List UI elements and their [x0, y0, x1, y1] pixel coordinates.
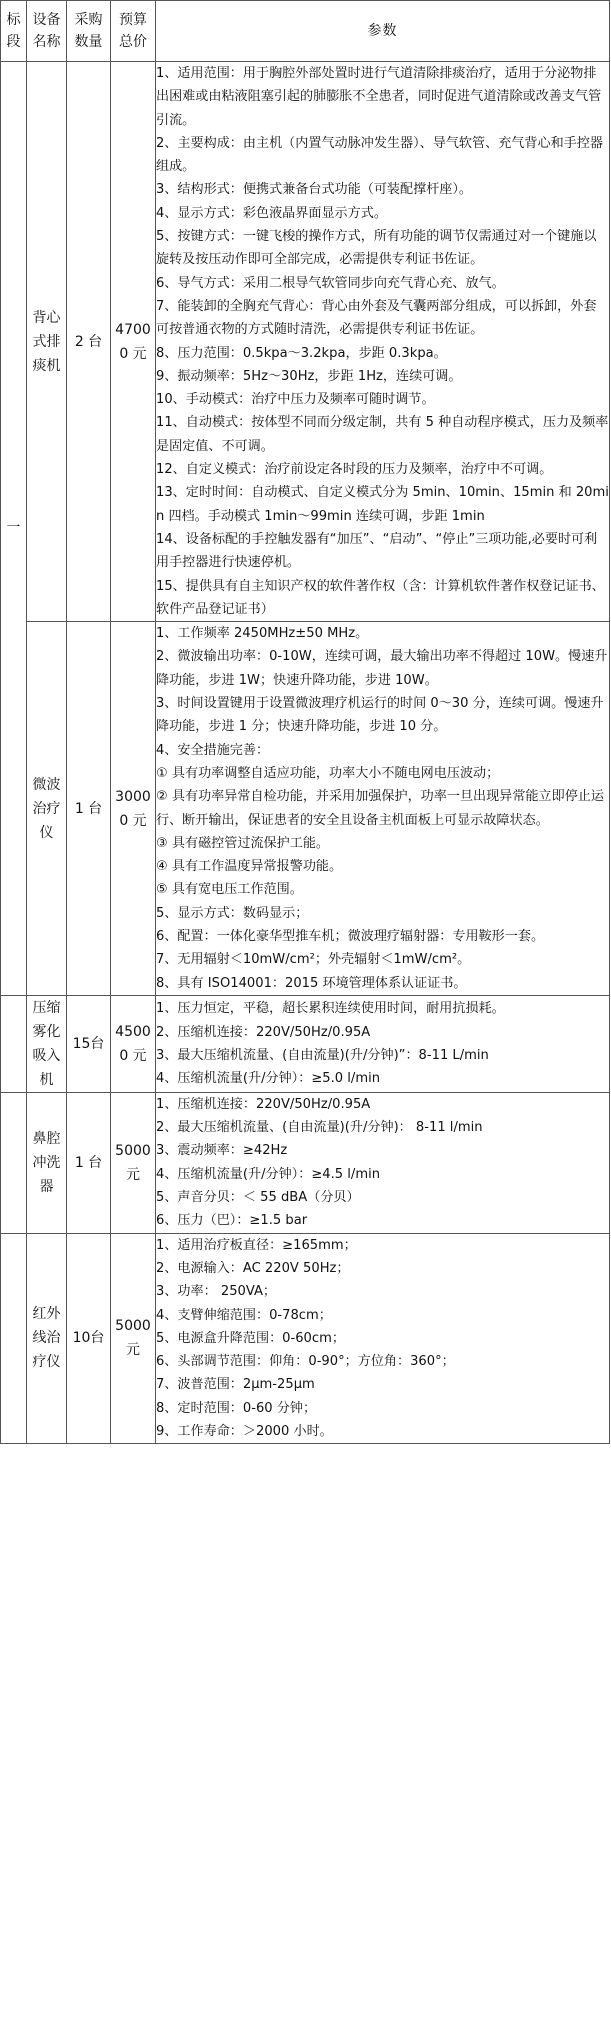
- device-name-cell: 微波 治疗 仪: [27, 622, 67, 996]
- param-line: ① 具有功率调整自适应功能，功率大小不随电网电压波动；: [156, 765, 500, 781]
- param-line: 4、安全措施完善：: [156, 742, 270, 758]
- section-cell: 一: [1, 62, 27, 996]
- param-line: 12、自定义模式：治疗前设定各时段的压力及频率，治疗中不可调。: [156, 462, 553, 478]
- param-line: 2、压缩机连接：220V/50Hz/0.95A: [156, 1024, 371, 1040]
- param-line: 4、压缩机流量(升/分钟）：≥5.0 l/min: [156, 1071, 381, 1087]
- section-cell-empty: [1, 995, 27, 1092]
- param-line: 2、电源输入：AC 220V 50Hz；: [156, 1260, 350, 1276]
- header-quantity: 采购 数量: [67, 1, 111, 62]
- param-line: 14、设备标配的手控触发器有“加压”、“启动”、“停止”三项功能,必要时可利用手控器进行快速停机。: [156, 531, 598, 571]
- param-line: 3、最大压缩机流量、(自由流量)(升/分钟)”：8-11 L/min: [156, 1047, 489, 1063]
- params-cell: [156, 1092, 610, 1233]
- param-line: 6、头部调节范围：仰角：0-90°；方位角：360°；: [156, 1354, 455, 1370]
- param-line: ③ 具有磁控管过流保护工能。: [156, 835, 330, 851]
- param-line: 15、提供具有自主知识产权的软件著作权（含：计算机软件著作权登记证书、软件产品登记证书）: [156, 578, 605, 617]
- device-name-cell: 鼻腔 冲洗 器: [27, 1092, 67, 1233]
- param-line: 11、自动模式：按体型不同而分级定制，共有 5 种自动程序模式，压力及频率是固定值、不可调。: [156, 415, 609, 454]
- quantity-cell: 10台: [67, 1233, 111, 1444]
- param-line: 7、波普范围：2μm-25μm: [156, 1377, 315, 1393]
- header-budget: 预算 总价: [111, 1, 156, 62]
- quantity-cell: 1 台: [67, 1092, 111, 1233]
- section-cell-empty: [1, 1092, 27, 1233]
- param-line: 6、导气方式：采用二根导气软管同步向充气背心充、放气。: [156, 275, 505, 291]
- param-line: 10、手动模式：治疗中压力及频率可随时调节。: [156, 392, 435, 408]
- param-line: 4、压缩机流量(升/分钟）：≥4.5 l/min: [156, 1166, 381, 1182]
- param-line: 5、电源盒升降范围：0-60cm；: [156, 1330, 345, 1346]
- param-line: 2、微波输出功率：0-10W，连续可调，最大输出功率不得超过 10W。慢速升降功能，步进 1W；快速升降功能，步进 10W。: [156, 649, 608, 688]
- budget-cell: 4500 0 元: [111, 995, 156, 1092]
- table-row: [1, 622, 610, 996]
- table-row: [1, 62, 610, 622]
- budget-cell: 4700 0 元: [111, 62, 156, 622]
- param-line: 1、压力恒定，平稳，超长累积连续使用时间，耐用抗损耗。: [156, 1001, 505, 1017]
- table-row: [1, 1233, 610, 1444]
- header-params: 参数: [156, 1, 610, 62]
- param-line: 5、按键方式：一键飞梭的操作方式，所有功能的调节仅需通过对一个键施以旋转及按压动作即可全部完成，必需提供专利证书佐证。: [156, 229, 597, 268]
- params-cell: [156, 62, 610, 622]
- budget-cell: 3000 0 元: [111, 622, 156, 996]
- param-line: 2、最大压缩机流量、(自由流量)(升/分钟)： 8-11 l/min: [156, 1120, 483, 1136]
- param-line: 3、震动频率：≥42Hz: [156, 1143, 288, 1159]
- param-line: 1、工作频率 2450MHz±50 MHz。: [156, 626, 369, 642]
- param-line: ⑤ 具有宽电压工作范围。: [156, 882, 303, 898]
- table-row: [1, 995, 610, 1092]
- param-line: 8、压力范围：0.5kpa～3.2kpa，步距 0.3kpa。: [156, 345, 447, 361]
- param-line: 4、显示方式：彩色液晶界面显示方式。: [156, 205, 387, 221]
- param-line: 1、适用范围：用于胸腔外部处置时进行气道清除排痰治疗，适用于分泌物排出困难或由粘液阻塞引起的肺膨胀不全患者，同时促进气道清除或改善支气管引流。: [156, 66, 602, 128]
- quantity-cell: 1 台: [67, 622, 111, 996]
- params-cell: [156, 622, 610, 996]
- param-line: ② 具有功率异常自检功能，并采用加强保护，功率一旦出现异常能立即停止运行、断开输出，保证患者的安全且设备主机面板上可显示故障状态。: [156, 789, 604, 828]
- param-line: 8、定时范围：0-60 分钟；: [156, 1400, 317, 1416]
- quantity-cell: 2 台: [67, 62, 111, 622]
- table-row: [1, 1092, 610, 1233]
- device-name-cell: 背心 式排 痰机: [27, 62, 67, 622]
- param-line: ④ 具有工作温度异常报警功能。: [156, 859, 343, 875]
- param-line: 6、压力（巴）：≥1.5 bar: [156, 1213, 308, 1229]
- param-line: 3、时间设置键用于设置微波理疗机运行的时间 0～30 分，连续可调。慢速升降功能，步进 1 分；快速升降功能，步进 10 分。: [156, 696, 604, 735]
- header-device-name: 设备 名称: [27, 1, 67, 62]
- param-line: 1、压缩机连接：220V/50Hz/0.95A: [156, 1096, 371, 1112]
- budget-cell: 5000 元: [111, 1092, 156, 1233]
- param-line: 3、结构形式：便携式兼备台式功能（可装配撑杆座）。: [156, 182, 473, 198]
- device-name-cell: 压缩 雾化 吸入 机: [27, 995, 67, 1092]
- header-section: 标 段: [1, 1, 27, 62]
- param-line: 9、振动频率：5Hz～30Hz，步距 1Hz，连续可调。: [156, 368, 462, 384]
- param-line: 1、适用治疗板直径：≥165mm；: [156, 1237, 357, 1253]
- header-row: [1, 1, 610, 62]
- params-cell: [156, 1233, 610, 1444]
- param-line: 7、无用辐射＜10mW/cm²；外壳辐射＜1mW/cm²。: [156, 952, 471, 968]
- device-name-cell: 红外 线治 疗仪: [27, 1233, 67, 1444]
- param-line: 8、具有 ISO14001：2015 环境管理体系认证证书。: [156, 975, 467, 991]
- param-line: 6、配置：一体化豪华型推车机；微波理疗辐射器：专用鞍形一套。: [156, 928, 545, 944]
- quantity-cell: 15台: [67, 995, 111, 1092]
- param-line: 5、显示方式：数码显示；: [156, 905, 309, 921]
- param-line: 4、支臂伸缩范围：0-78cm；: [156, 1307, 332, 1323]
- param-line: 13、定时时间：自动模式、自定义模式分为 5min、10min、15min 和 20min 四档。手动模式 1min～99min 连续可调，步距 1min: [156, 485, 609, 524]
- param-line: 2、主要构成：由主机（内置气动脉冲发生器）、导气软管、充气背心和手控器组成。: [156, 135, 603, 175]
- section-cell-empty: [1, 1233, 27, 1444]
- budget-cell: 5000 元: [111, 1233, 156, 1444]
- params-cell: [156, 995, 610, 1092]
- param-line: 5、声音分贝：＜ 55 dBA（分贝）: [156, 1190, 360, 1206]
- param-line: 9、工作寿命：＞2000 小时。: [156, 1424, 333, 1440]
- param-line: 3、功率： 250VA；: [156, 1284, 277, 1300]
- param-line: 7、能装卸的全胸充气背心：背心由外套及气囊两部分组成，可以拆卸，外套可按普通衣物的方式随时清洗，必需提供专利证书佐证。: [156, 298, 597, 338]
